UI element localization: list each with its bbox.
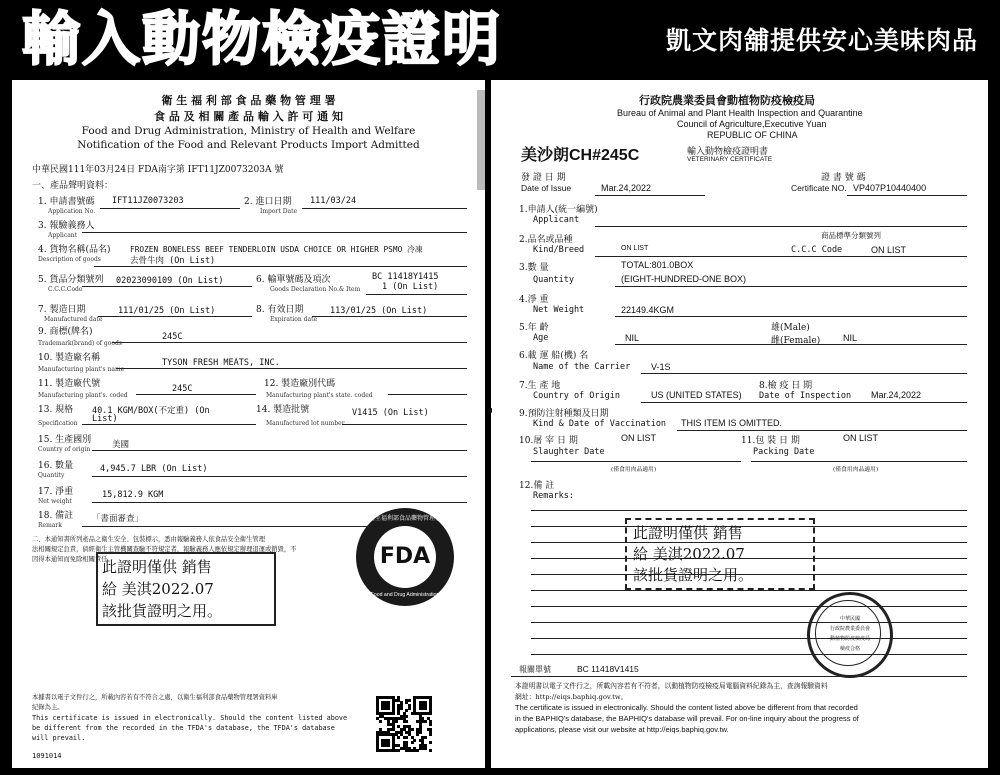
field-2-en: Import Date	[260, 208, 298, 215]
field-3-en: Applicant	[48, 232, 78, 239]
row-10-zh: 10.屠 宰 日 期	[519, 436, 578, 446]
field-8-en: Expiration date	[270, 316, 318, 323]
row-2-code-zh: 商品標準分類號列	[821, 231, 881, 240]
cert-no-label-en: Certificate NO.	[791, 183, 847, 193]
left-footer-en-2: be different from the recorded in the TFDA's database, the TFDA's database	[32, 724, 335, 732]
row-11-zh: 11.包 裝 日 期	[741, 436, 800, 446]
row-3-zh: 3.數 量	[519, 263, 549, 273]
banner-title: 輸入動物檢疫證明	[22, 5, 503, 73]
field-15-label: 15. 生產國別	[38, 435, 92, 445]
right-header-zh: 行政院農業委員會動植物防疫檢疫局	[639, 94, 815, 107]
cert-title-zh: 輸入動物檢疫證明書	[687, 147, 769, 157]
declaration-label: 報關單號	[519, 665, 551, 674]
row-11-note: (僅食用肉品適用)	[833, 467, 879, 473]
row-5-value: NIL	[625, 333, 640, 343]
field-5-en: C.C.C.Code	[48, 286, 83, 293]
reference-line: 中華民國111年03月24日 FDA南字第 IFT11JZ0073203A 號	[32, 165, 284, 175]
field-14-label: 14. 製造批號	[256, 405, 310, 415]
left-header-en-2: Notification of the Food and Relevant Products Import Admitted	[77, 139, 420, 151]
field-8-label: 8. 有效日期	[256, 305, 304, 315]
row-8-zh: 8.檢 疫 日 期	[759, 381, 813, 391]
row-10-en: Slaughter Date	[533, 447, 605, 457]
row-6-en: Name of the Carrier	[533, 362, 631, 372]
field-16-value: 4,945.7 LBR (On List)	[100, 464, 208, 474]
row-3-en: Quantity	[533, 275, 574, 285]
seal-line-3: 動植物防疫檢疫局	[829, 636, 870, 642]
row-9-zh: 9.預防注射種類及日期	[519, 409, 609, 419]
row-2-en: Kind/Breed	[533, 245, 585, 255]
field-8-value: 113/01/25 (On List)	[330, 306, 428, 316]
row-4-value: 22149.4KGM	[621, 305, 675, 315]
left-footer-en-3: will prevail.	[32, 734, 86, 742]
right-stamp-line-2: 給 美淇2022.07	[633, 545, 745, 563]
field-9-label: 9. 商標(牌名)	[38, 327, 93, 337]
field-6-value-2: 1 (On List)	[382, 282, 439, 292]
right-stamp-line-3: 該批貨證明之用。	[633, 566, 754, 584]
section-1-title: 一、產品聲明資料：	[32, 181, 114, 191]
left-footer-zh-2: 紀錄為主。	[32, 704, 64, 711]
quarantine-seal-icon	[807, 592, 893, 678]
fda-seal-icon	[356, 508, 454, 606]
field-17-label: 17. 淨重	[38, 487, 74, 497]
field-18-label: 18. 備註	[38, 511, 74, 521]
row-12-en: Remarks:	[533, 491, 574, 501]
field-13-value-2: List)	[92, 414, 118, 424]
field-5-label: 5. 貨品分類號列	[38, 275, 104, 285]
field-3-label: 3. 報驗義務人	[38, 221, 95, 231]
field-13-value: 40.1 KGM/BOX(不定重) (On	[92, 406, 210, 416]
left-header-zh-1: 衛 生 福 利 部 食 品 藥 物 管 理 署	[161, 94, 336, 107]
field-1-label: 1. 申請書號碼	[38, 197, 95, 207]
fda-seal-arc-top: 衛生福利部食品藥物管理署	[368, 515, 441, 522]
row-7-zh: 7.生 產 地	[519, 381, 561, 391]
field-11-value: 245C	[172, 384, 193, 394]
right-stamp-line-1: 此證明僅供 銷售	[633, 524, 743, 542]
field-13-label: 13. 規格	[38, 405, 74, 415]
row-3-value-2: (EIGHT-HUNDRED-ONE BOX)	[621, 274, 747, 284]
field-10-value: TYSON FRESH MEATS, INC.	[162, 358, 280, 368]
declaration-value: BC 11418V1415	[577, 664, 639, 674]
seal-line-1: 中華民國	[839, 616, 860, 622]
row-9-en: Kind & Date of Vaccination	[533, 419, 667, 429]
cert-no-value: VP407P10440400	[853, 183, 927, 193]
field-17-en: Net weight	[38, 498, 72, 505]
field-18-value: 「書面審查」	[92, 514, 144, 524]
row-11-en: Packing Date	[753, 447, 815, 457]
section-2-line-3: 因得本通知而免除相關責任。	[32, 556, 114, 563]
row-2-code-value: ON LIST	[871, 245, 907, 255]
row-4-en: Net Weight	[533, 305, 585, 315]
field-16-label: 16. 數量	[38, 461, 74, 471]
row-5-female-value: NIL	[843, 333, 858, 343]
section-2-line-1: 二、本通知書所列產品之衛生安全、包裝標示，悉由報驗義務人依食品安全衛生管理	[32, 536, 265, 543]
field-2-label: 2. 進口日期	[244, 197, 292, 207]
row-8-en: Date of Inspection	[759, 391, 852, 401]
field-16-en: Quantity	[38, 472, 65, 479]
field-1-en: Application No.	[48, 208, 96, 215]
left-footer-zh-1: 本據書以電子文件行之，所載內容若有不符合之處，以衛生福利部食品藥物管理署資料庫	[32, 694, 278, 701]
row-5-female: 雌(Female)	[771, 336, 821, 346]
field-9-en: Trademark(brand) of goods	[38, 340, 122, 347]
banner-subtitle: 凱文肉舖提供安心美味肉品	[665, 26, 978, 55]
field-1-value: IFT11JZ0073203	[112, 196, 184, 206]
field-12-en: Manufacturing plant's state. coded	[266, 392, 373, 399]
banner	[0, 0, 1000, 80]
field-11-en: Manufacturing plant's. coded	[38, 392, 128, 399]
right-header-en-1: Bureau of Animal and Plant Health Inspection and Quarantine	[617, 108, 863, 118]
field-9-value: 245C	[162, 332, 183, 342]
issue-date-value: Mar.24,2022	[601, 183, 652, 193]
stamp-line-1: 此證明僅供 銷售	[102, 558, 212, 576]
row-2-code-en: C.C.C Code	[791, 245, 843, 255]
row-2-value: ON LIST	[621, 245, 649, 252]
right-footer-en-1: The certificate is issued in electronically. Should the content listed above be different from that recorded	[515, 703, 858, 712]
field-6-value: BC 11418Y1415	[372, 272, 439, 282]
tfda-import-notification	[12, 80, 485, 768]
field-7-en: Manufactured date	[44, 316, 103, 323]
veterinary-certificate	[487, 80, 988, 768]
field-11-label: 11. 製造廠代號	[38, 379, 101, 389]
row-1-zh: 1.申請人(統一編號)	[519, 205, 598, 215]
page-divider-arrow-icon: ◂	[487, 405, 493, 416]
qr-code-icon	[376, 696, 432, 752]
field-18-en: Remark	[38, 522, 62, 529]
right-header-en-3: REPUBLIC OF CHINA	[707, 130, 798, 140]
field-13-en: Specification	[38, 420, 78, 427]
right-header-en-2: Council of Agriculture,Executive Yuan	[677, 119, 827, 129]
field-12-label: 12. 製造廠別代碼	[264, 379, 336, 389]
field-10-en: Manufacturing plant's name	[38, 366, 125, 373]
section-2-line-2: 法相關規定負責，倘經衛生主管機關查驗不符規定者，報驗義務人應依規定辦理退運或銷毀，不	[32, 546, 297, 553]
row-5-zh: 5.年 齡	[519, 323, 549, 333]
left-header-zh-2: 食 品 及 相 關 產 品 輸 入 許 可 通 知	[154, 110, 343, 123]
row-12-zh: 12.備 註	[519, 481, 555, 491]
row-10-value: ON LIST	[621, 433, 657, 443]
cert-title-en: VETERINARY CERTIFICATE	[687, 156, 773, 163]
field-10-label: 10. 製造廠名稱	[38, 353, 101, 363]
seal-line-2: 行政院農業委員會	[829, 626, 870, 632]
right-footer-en-3: applications, please visit our website at http://eiqs.baphiq.gov.tw.	[515, 725, 729, 734]
field-6-en: Goods Declaration No.& Item	[270, 286, 361, 293]
row-2-zh: 2.品名或品種	[519, 235, 573, 245]
field-15-value: 美國	[112, 440, 130, 450]
field-7-value: 111/01/25 (On List)	[118, 306, 216, 316]
seal-line-4: 檢疫合格	[839, 646, 860, 652]
field-4-value: FROZEN BONELESS BEEF TENDERLOIN USDA CHOICE OR HIGHER PSMO 冷凍	[130, 245, 423, 254]
row-1-en: Applicant	[533, 215, 580, 225]
field-7-label: 7. 製造日期	[38, 305, 86, 315]
field-2-value: 111/03/24	[310, 196, 357, 206]
left-footer-en-1: This certificate is issued in electronically. Should the content listed above	[32, 714, 348, 722]
field-17-value: 15,812.9 KGM	[102, 490, 164, 500]
cert-no-label-zh: 證 書 號 碼	[821, 173, 866, 183]
page-number: 1091014	[32, 752, 62, 760]
field-14-value: V1415 (On List)	[352, 408, 429, 418]
row-5-en: Age	[533, 333, 549, 343]
field-4-value-2: 去骨牛肉 (On List)	[130, 256, 216, 266]
handwritten-note: 美沙朗CH#245C	[521, 147, 640, 164]
stamp-line-2: 給 美淇2022.07	[102, 580, 214, 598]
stamp-line-3: 該批貨證明之用。	[102, 602, 223, 620]
field-15-en: Country of origin	[38, 446, 91, 453]
field-5-value: 02023090109 (On List)	[116, 276, 224, 286]
fda-seal-text: FDA	[379, 544, 431, 569]
row-5-male: 雄(Male)	[771, 323, 810, 333]
field-4-label: 4. 貨物名稱(品名)	[38, 245, 111, 255]
row-3-value: TOTAL:801.0BOX	[621, 260, 694, 270]
row-6-value: V-1S	[651, 362, 671, 372]
right-footer-zh-1: 本證明書以電子文件行之，所載內容若有不符者，以動植物防疫檢疫局電腦資料紀錄為主，查詢報驗資料	[515, 682, 828, 690]
field-6-label: 6. 輸單號碼及項次	[256, 275, 331, 285]
row-11-value: ON LIST	[843, 433, 879, 443]
left-header-en-1: Food and Drug Administration, Ministry of Health and Welfare	[81, 125, 416, 137]
row-7-value: US (UNITED STATES)	[651, 390, 742, 400]
fda-seal-arc-bottom: Food and Drug Administration	[370, 592, 440, 598]
issue-date-label-zh: 發 證 日 期	[521, 173, 566, 183]
row-7-en: Country of Origin	[533, 391, 620, 401]
row-8-value: Mar.24,2022	[871, 390, 922, 400]
issue-date-label-en: Date of Issue	[521, 183, 572, 193]
row-4-zh: 4.淨 重	[519, 295, 549, 305]
field-14-en: Manufactured lot number	[266, 420, 345, 427]
row-9-value: THIS ITEM IS OMITTED.	[681, 418, 782, 428]
right-footer-zh-2: 網址：http://eiqs.baphiq.gov.tw。	[515, 693, 628, 701]
right-footer-en-2: in the BAPHIQ's database, the BAPHIQ's database will prevail. For on-line inquiry about the progress of	[515, 714, 859, 723]
field-4-en: Description of goods	[38, 256, 101, 263]
row-6-zh: 6.載 運 船(機) 名	[519, 351, 589, 361]
row-10-note: (僅食用肉品適用)	[611, 467, 657, 473]
